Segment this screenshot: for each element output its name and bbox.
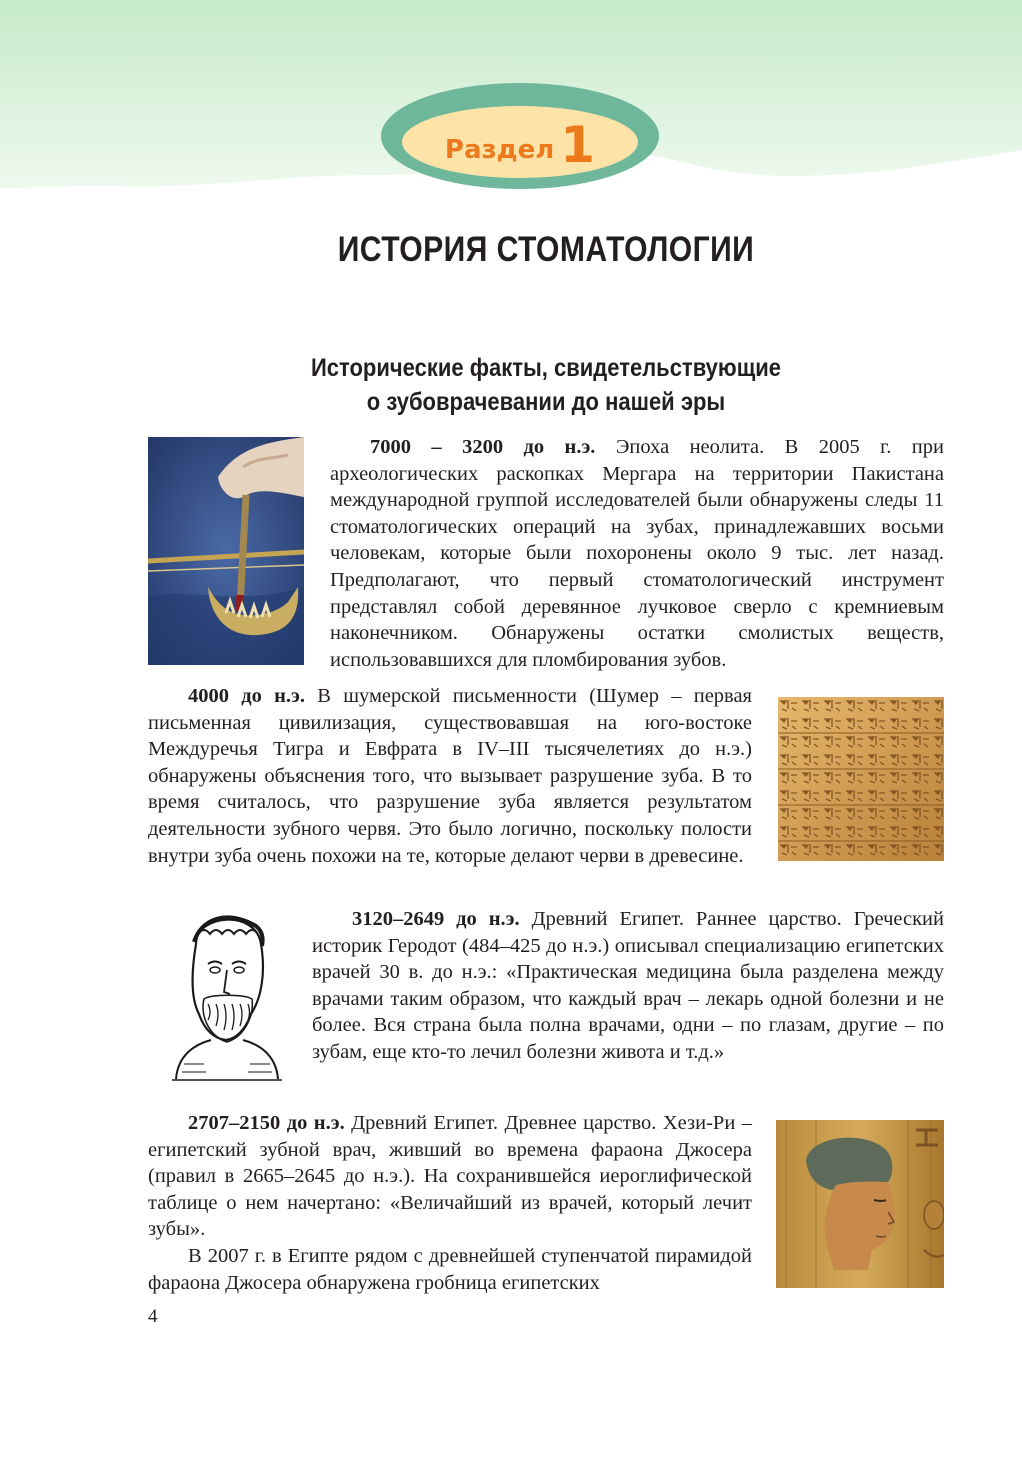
entry-3120-bc <box>312 906 944 1066</box>
entry-date: 3120–2649 до н.э. <box>352 908 520 930</box>
section-title-line-2: о зубоврачевании до нашей эры <box>366 388 726 416</box>
continuation-paragraph: В 2007 г. в Египте рядом с древнейшей ступенчатой пирамидой фараона Джосера обнаружена гробница египетских <box>148 1245 752 1294</box>
entry-text: Эпоха неолита. В 2005 г. при археологических раскопках Мергара на территории Пакистана международной группой исследователей были обнаружены следы 11 стоматологических операций на зубах, принадлежавших восьми человекам, которые были похоронены около 9 тыс. лет назад. Предполагают, что первый стоматологический инструмент представлял собой деревянное лучковое сверло с кремниевым наконечником. Обнаружены остатки смолистых веществ, использовавшихся для пломбирования зубов. <box>330 436 944 671</box>
bow-drill-jaw-photo <box>148 437 304 665</box>
chapter-title: ИСТОРИЯ СТОМАТОЛОГИИ <box>337 230 755 269</box>
cuneiform-tablet-photo <box>778 697 944 861</box>
entry-7000-bc <box>330 434 944 673</box>
section-number: 1 <box>560 116 596 174</box>
entry-date: 7000 – 3200 до н.э. <box>370 436 596 458</box>
section-title <box>282 351 810 419</box>
entry-2707-bc <box>148 1110 752 1243</box>
entry-text: Древний Египет. Раннее царство. Греческий историк Геродот (484–425 до н.э.) описывал специализацию египетских врачей 30 в. до н.э.: «Практическая медицина была разделена между врачами таким образом, что каждый врач – лекарь одной болезни и не более. Вся страна была полна врачами, одни – по глазам, другие – по зубам, еще кто-то лечил болезни живота и т.д.» <box>312 908 944 1063</box>
entry-text: Древний Египет. Древнее царство. Хези-Ри – египетский зубной врач, живший во времена фараона Джосера (правил в 2665–2645 до н.э.). На сохранившейся иероглифической таблице о нем начертано: «Величайший из врачей, который лечит зубы». <box>148 1112 752 1241</box>
section-label <box>402 110 638 180</box>
page-number: 4 <box>148 1306 158 1327</box>
entry-date: 2707–2150 до н.э. <box>188 1112 345 1134</box>
herodotus-bust-engraving <box>166 904 288 1082</box>
hesy-ra-relief-photo <box>776 1120 944 1288</box>
section-word: Раздел <box>444 135 555 165</box>
entry-4000-bc <box>148 683 752 869</box>
entry-date: 4000 до н.э. <box>188 685 306 707</box>
section-title-line-1: Исторические факты, свидетельствующие <box>310 354 782 382</box>
entry-text: В шумерской письменности (Шумер – первая письменная цивилизация, существовавшая на юго-востоке Междуречья Тигра и Евфрата в IV–III тысячелетиях до н.э.) обнаружены объяснения того, что вызывает разрушение зуба. В то время считалось, что разрушение зуба является результатом деятельности зубного червя. Это было логично, поскольку полости внутри зуба очень похожи на те, которые делают черви в древесине. <box>148 685 752 867</box>
